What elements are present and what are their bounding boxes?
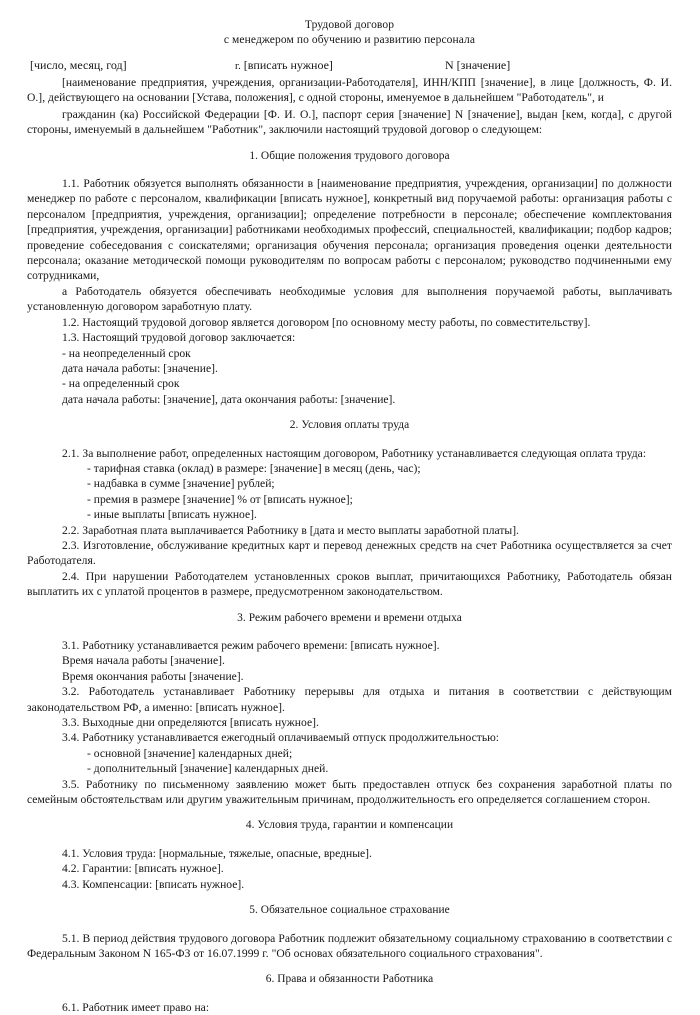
clause-1-1: 1.1. Работник обязуется выполнять обязанности в [наименование предприятия, учреждения, организации] по должности менеджер по работе с персоналом, квалификации [вписать нужное], конкретный вид поручаемой работы: организация работы с персоналом [предприятия, учреждения, организации]; определение потребности в персонале; обеспечение комплектования [предприятия, учреждения, организации] работниками необходимых профессий, специальностей, квалификации; подбор кадров; проведение собеседования с соискателями; организация обучения персонала; организация проведения оценки деятельности персонала; оказание методической помощи руководителям по вопросам работы с персоналом; руководство подчиненными ему сотрудниками, [27,177,672,283]
clause-5-1: 5.1. В период действия трудового договора Работник подлежит обязательному социальному страхованию в соответствии с Федеральным Законом N 165-ФЗ от 16.07.1999 г. "Об основах обязательного социального страхования". [27,931,672,960]
pay-item-tariff-rate: - тарифная ставка (оклад) в размере: [значение] в месяц (день, час); [87,461,421,475]
clause-1-3: 1.3. Настоящий трудовой договор заключается: [62,331,296,345]
document-header-row [27,57,672,75]
clause-1-2: 1.2. Настоящий трудовой договор является договором [по основному месту работы, по совместительству]. [62,315,591,329]
section-heading-2: 2. Условия оплаты труда [289,419,410,432]
clause-1-1-continuation: а Работодатель обязуется обеспечивать необходимые условия для выполнения поручаемой работы, выплачивать установленную договором заработную плату. [27,284,672,314]
clause-1-3-fixed-term: - на определенный срок [62,377,180,391]
work-end-time: Время окончания работы [значение]. [62,669,244,683]
contract-date-placeholder: [число, месяц, год] [30,58,127,72]
clause-6-1: 6.1. Работник имеет право на: [62,1000,210,1014]
clause-4-3: 4.3. Компенсации: [вписать нужное]. [62,877,245,891]
clause-3-4: 3.4. Работнику устанавливается ежегодный оплачиваемый отпуск продолжительностью: [62,731,499,745]
clause-3-2: 3.2. Работодатель устанавливает Работнику перерывы для отдыха и питания в соответствии с действующим законодательством РФ, а именно: [вписать нужное]. [27,685,672,714]
section-heading-6: 6. Права и обязанности Работника [265,973,434,986]
section-heading-1: 1. Общие положения трудового договора [249,149,450,162]
city-prefix: г. [235,61,241,72]
number-placeholder: [значение] [456,58,511,72]
clause-2-2: 2.2. Заработная плата выплачивается Работнику в [дата и место выплаты заработной платы]. [62,523,519,537]
contract-number-field [445,57,672,75]
city-placeholder: [вписать нужное] [243,58,333,72]
section-heading-5: 5. Обязательное социальное страхование [249,904,450,917]
clause-4-2: 4.2. Гарантии: [вписать нужное]. [62,862,224,876]
pay-item-other: - иные выплаты [вписать нужное]. [87,508,257,522]
clause-1-3-start-date: дата начала работы: [значение]. [62,361,218,375]
number-prefix: N [445,58,454,72]
clause-3-3: 3.3. Выходные дни определяются [вписать нужное]. [62,716,319,730]
clause-3-1: 3.1. Работнику устанавливается режим рабочего времени: [вписать нужное]. [62,639,440,652]
clause-4-1: 4.1. Условия труда: [нормальные, тяжелые, опасные, вредные]. [62,846,372,860]
page-subtitle: с менеджером по обучению и развитию персонала [223,34,476,46]
clause-3-5: 3.5. Работнику по письменному заявлению может быть предоставлен отпуск без сохранения заработной платы по семейным обстоятельствам или другим уважительным причинам, продолжительность его определяется соглашением сторон. [27,777,672,807]
clause-2-1: 2.1. За выполнение работ, определенных настоящим договором, Работнику устанавливается следующая оплата труда: [62,446,647,460]
title-block [27,18,672,48]
section-heading-4: 4. Условия труда, гарантии и компенсации [245,819,454,832]
section-heading-3: 3. Режим рабочего времени и времени отдыха [237,611,462,624]
preamble-employer: [наименование предприятия, учреждения, организации-Работодателя], ИНН/КПП [значение], в лице [должность, Ф. И. О.], действующего на основании [Устава, положения], с одной стороны, именуемое в дальнейшем "Работодатель", и [27,76,672,105]
clause-2-3: 2.3. Изготовление, обслуживание кредитных карт и перевод денежных средств на счет Работника осуществляется за счет Работодателя. [27,538,672,568]
clause-2-4: 2.4. При нарушении Работодателем установленных сроков выплат, причитающихся Работнику, Работодатель обязан выплатить их с уплатой процентов в размере, предусмотренном законодательством. [27,569,672,599]
clause-1-3-indefinite-term: - на неопределенный срок [62,346,191,360]
preamble-employee: гражданин (ка) Российской Федерации [Ф. И. О.], паспорт серия [значение] N [значение], выдан [кем, когда], с другой стороны, именуемый в дальнейшем "Работник", заключили настоящий трудовой договор о следующем: [27,107,672,137]
pay-item-allowance: - надбавка в сумме [значение] рублей; [87,477,275,491]
work-start-time: Время начала работы [значение]. [62,654,225,668]
pay-item-bonus: - премия в размере [значение] % от [вписать нужное]; [87,492,353,506]
contract-city-field [235,57,445,75]
vacation-item-additional: - дополнительный [значение] календарных дней. [87,762,329,776]
page-title: Трудовой договор [304,19,395,31]
clause-1-3-start-end-date: дата начала работы: [значение], дата окончания работы: [значение]. [62,392,396,406]
vacation-item-main: - основной [значение] календарных дней; [87,746,293,760]
